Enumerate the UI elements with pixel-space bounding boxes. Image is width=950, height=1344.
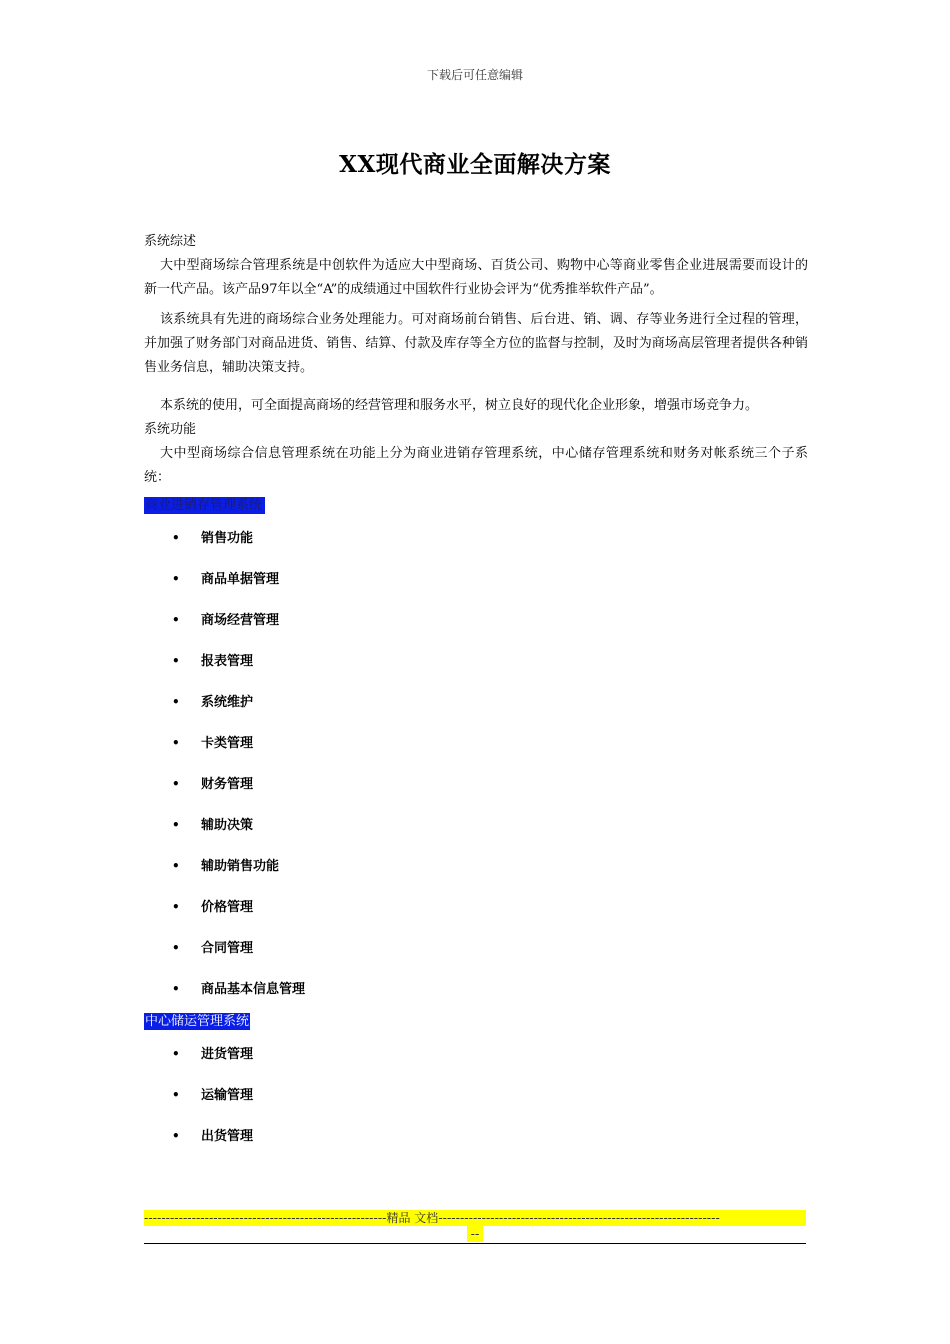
bullet-icon: • [172, 941, 180, 955]
bullet-icon: • [172, 654, 180, 668]
paragraph-benefits: 本系统的使用，可全面提高商场的经营管理和服务水平，树立良好的现代化企业形象，增强市场竞争力。 [160, 398, 759, 413]
bullet-icon: • [172, 777, 180, 791]
paragraph-capabilities: 该系统具有先进的商场综合业务处理能力。可对商场前台销售、后台进、销、调、存等业务进行全过程的管理，并加强了财务部门对商品进货、销售、结算、付款及库存等全方位的监督与控制，及时为商场高层管理者提供各种销售业务信息，辅助决策支持。 [144, 312, 808, 375]
bullet-icon: • [172, 900, 180, 914]
bullet-icon: • [172, 1047, 180, 1061]
list-item: • 销售功能 [144, 518, 808, 559]
list-item: • 进货管理 [144, 1034, 808, 1075]
paragraph-subsystems: 大中型商场综合信息管理系统在功能上分为商业进销存管理系统，中心储存管理系统和财务对帐系统三个子系统： [144, 446, 808, 485]
bullet-icon: • [172, 859, 180, 873]
subsystem-heading-logistics: 中心储运管理系统 [145, 1014, 250, 1029]
list-item: • 合同管理 [144, 928, 808, 969]
list-item: • 财务管理 [144, 764, 808, 805]
list-item: • 商场经营管理 [144, 600, 808, 641]
bullet-icon: • [172, 1129, 180, 1143]
bullet-icon: • [172, 613, 180, 627]
bullet-icon: • [172, 818, 180, 832]
list-item: • 运输管理 [144, 1075, 808, 1116]
list-item: • 出货管理 [144, 1116, 808, 1157]
list-item: • 卡类管理 [144, 723, 808, 764]
paragraph-intro: 大中型商场综合管理系统是中创软件为适应大中型商场、百货公司、购物中心等商业零售企业进展需要而设计的新一代产品。该产品97年以全“A”的成绩通过中国软件行业协会评为“优秀推举软件产品”。 [144, 258, 808, 297]
retail-function-list [144, 518, 808, 1010]
bullet-icon: • [172, 982, 180, 996]
list-item: • 价格管理 [144, 887, 808, 928]
bullet-icon: • [172, 572, 180, 586]
header-note: 下载后可任意编辑 [426, 68, 523, 82]
document-body [144, 230, 808, 1157]
logistics-function-list [144, 1034, 808, 1157]
bullet-icon: • [172, 736, 180, 750]
list-item: • 系统维护 [144, 682, 808, 723]
list-item: • 商品基本信息管理 [144, 969, 808, 1010]
list-item: • 商品单据管理 [144, 559, 808, 600]
footer-divider [144, 1243, 806, 1244]
document-title: XX现代商业全面解决方案 [339, 151, 611, 178]
bullet-icon: • [172, 531, 180, 545]
list-item: • 报表管理 [144, 641, 808, 682]
list-item: • 辅助决策 [144, 805, 808, 846]
section-heading-overview: 系统综述 [144, 234, 197, 249]
list-item: • 辅助销售功能 [144, 846, 808, 887]
footer-label: 精品 文档 [386, 1211, 439, 1225]
section-heading-functions: 系统功能 [144, 422, 197, 437]
bullet-icon: • [172, 1088, 180, 1102]
subsystem-heading-retail: 商业进销存管理系统 [144, 497, 265, 514]
footer-continuation: -- [467, 1226, 483, 1242]
page-footer [144, 1210, 806, 1244]
bullet-icon: • [172, 695, 180, 709]
footer-banner: --------------------------------------------------------精品 文档----------------------------------------------------------------- [144, 1210, 806, 1226]
